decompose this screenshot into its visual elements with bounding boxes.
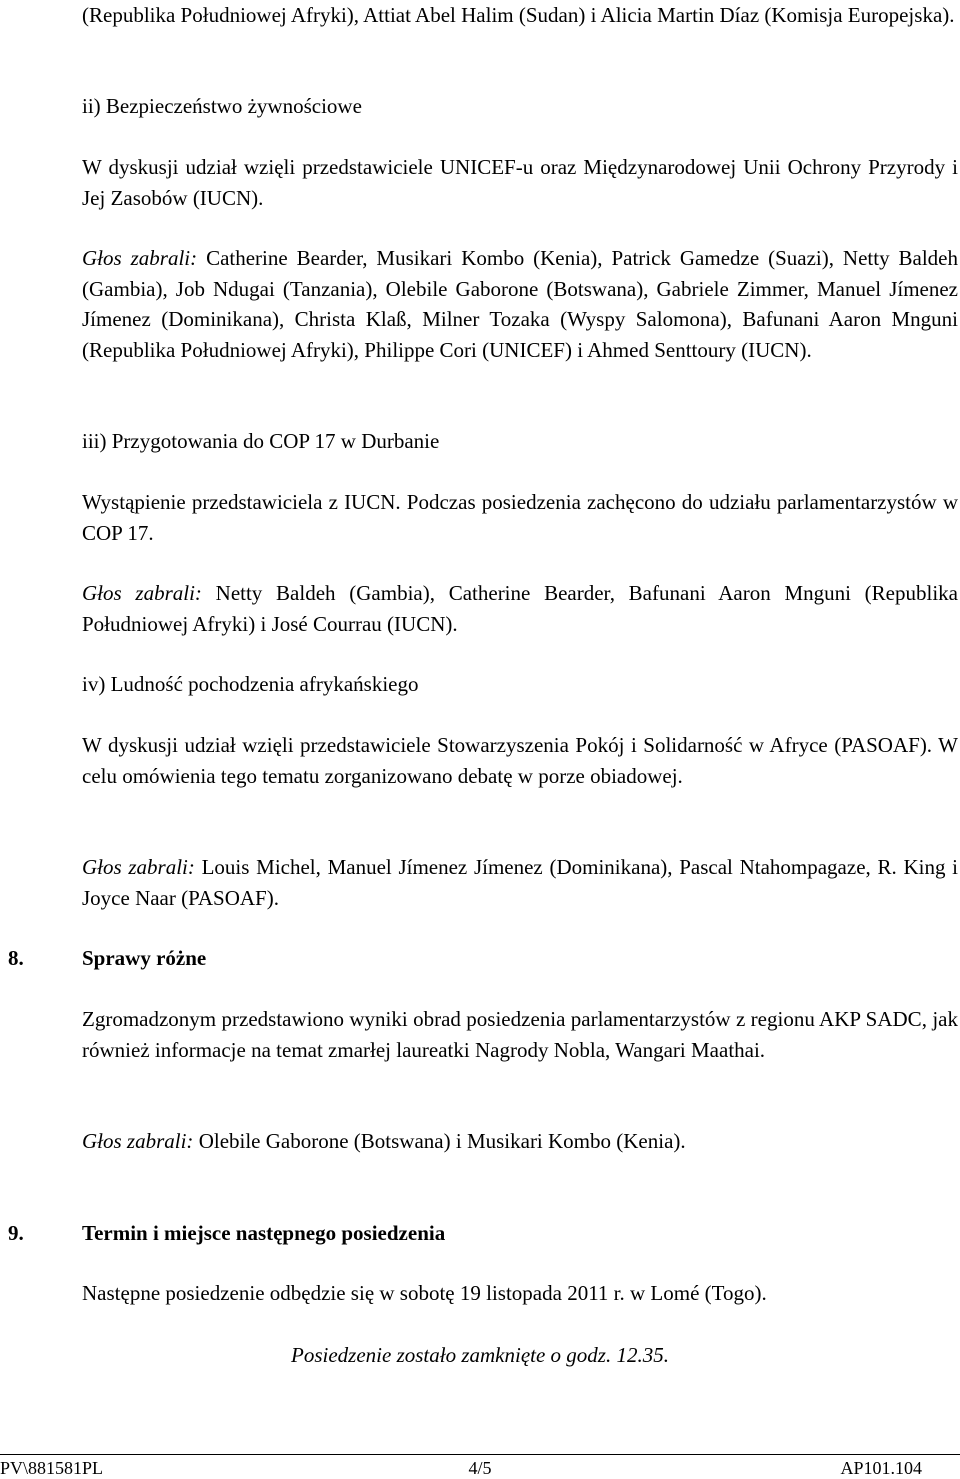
speakers-list: Catherine Bearder, Musikari Kombo (Kenia), Patrick Gamedze (Suazi), Netty Baldeh (Gambia), Job Ndugai (Tanzania), Olebile Gaborone (Botswana), Gabriele Zimmer, Manuel Jímenez Jímenez (Dominikana), Christa Klaß, Milner Tozaka (Wyspy Salomona), Bafunani Aaron Mnguni (Republika Południowej Afryki), Philippe Cori (UNICEF) i Ahmed Senttoury (IUCN). bbox=[82, 246, 958, 362]
subheading-cop17: iii) Przygotowania do COP 17 w Durbanie bbox=[82, 429, 440, 453]
footer-document-ref: PV\881581PL bbox=[0, 1458, 104, 1478]
paragraph-continuation: (Republika Południowej Afryki), Attiat Abel Halim (Sudan) i Alicia Martin Díaz (Komisja Europejska). bbox=[82, 3, 955, 27]
paragraph-cop17: Wystąpienie przedstawiciela z IUCN. Podczas posiedzenia zachęcono do udziału parlamentarzystów w COP 17. bbox=[82, 490, 958, 545]
speakers-label: Głos zabrali: bbox=[82, 855, 195, 879]
footer-rule bbox=[0, 1454, 960, 1455]
speakers-label: Głos zabrali: bbox=[82, 581, 202, 605]
section-8-body: Zgromadzonym przedstawiono wyniki obrad posiedzenia parlamentarzystów z regionu AKP SADC, jak również informacje na temat zmarłej laureatki Nagrody Nobla, Wangari Maathai. bbox=[82, 1007, 958, 1062]
section-8-speakers bbox=[82, 1126, 958, 1157]
closing-statement: Posiedzenie zostało zamknięte o godz. 12.35. bbox=[291, 1343, 669, 1367]
speakers-label: Głos zabrali: bbox=[82, 246, 198, 270]
section-8-number: 8. bbox=[8, 946, 24, 970]
subheading-food-security: ii) Bezpieczeństwo żywnościowe bbox=[82, 94, 362, 118]
section-8-title: Sprawy różne bbox=[82, 946, 207, 970]
section-9-number: 9. bbox=[8, 1221, 24, 1245]
paragraph-speakers-food-security bbox=[82, 243, 958, 365]
paragraph-african-descent: W dyskusji udział wzięli przedstawiciele Stowarzyszenia Pokój i Solidarność w Afryce (PASOAF). W celu omówienia tego tematu zorganizowano debatę w porze obiadowej. bbox=[82, 733, 958, 788]
page-footer bbox=[0, 1457, 960, 1479]
section-9-body: Następne posiedzenie odbędzie się w sobotę 19 listopada 2011 r. w Lomé (Togo). bbox=[82, 1281, 767, 1305]
speakers-list: Olebile Gaborone (Botswana) i Musikari Kombo (Kenia). bbox=[193, 1129, 686, 1153]
speakers-list: Louis Michel, Manuel Jímenez Jímenez (Dominikana), Pascal Ntahompagaze, R. King i Joyce Naar (PASOAF). bbox=[82, 855, 958, 910]
footer-ap-ref: AP101.104 bbox=[840, 1458, 922, 1478]
paragraph-food-security: W dyskusji udział wzięli przedstawiciele UNICEF-u oraz Międzynarodowej Unii Ochrony Przyrody i Jej Zasobów (IUCN). bbox=[82, 155, 958, 210]
speakers-list: Netty Baldeh (Gambia), Catherine Bearder, Bafunani Aaron Mnguni (Republika Południowej Afryki) i José Courrau (IUCN). bbox=[82, 581, 958, 636]
section-9-title: Termin i miejsce następnego posiedzenia bbox=[82, 1221, 446, 1245]
paragraph-speakers-cop17 bbox=[82, 578, 958, 639]
footer-page-number: 4/5 bbox=[468, 1458, 492, 1478]
speakers-label: Głos zabrali: bbox=[82, 1129, 194, 1153]
paragraph-speakers-african-descent bbox=[82, 852, 958, 913]
subheading-african-descent: iv) Ludność pochodzenia afrykańskiego bbox=[82, 672, 419, 696]
